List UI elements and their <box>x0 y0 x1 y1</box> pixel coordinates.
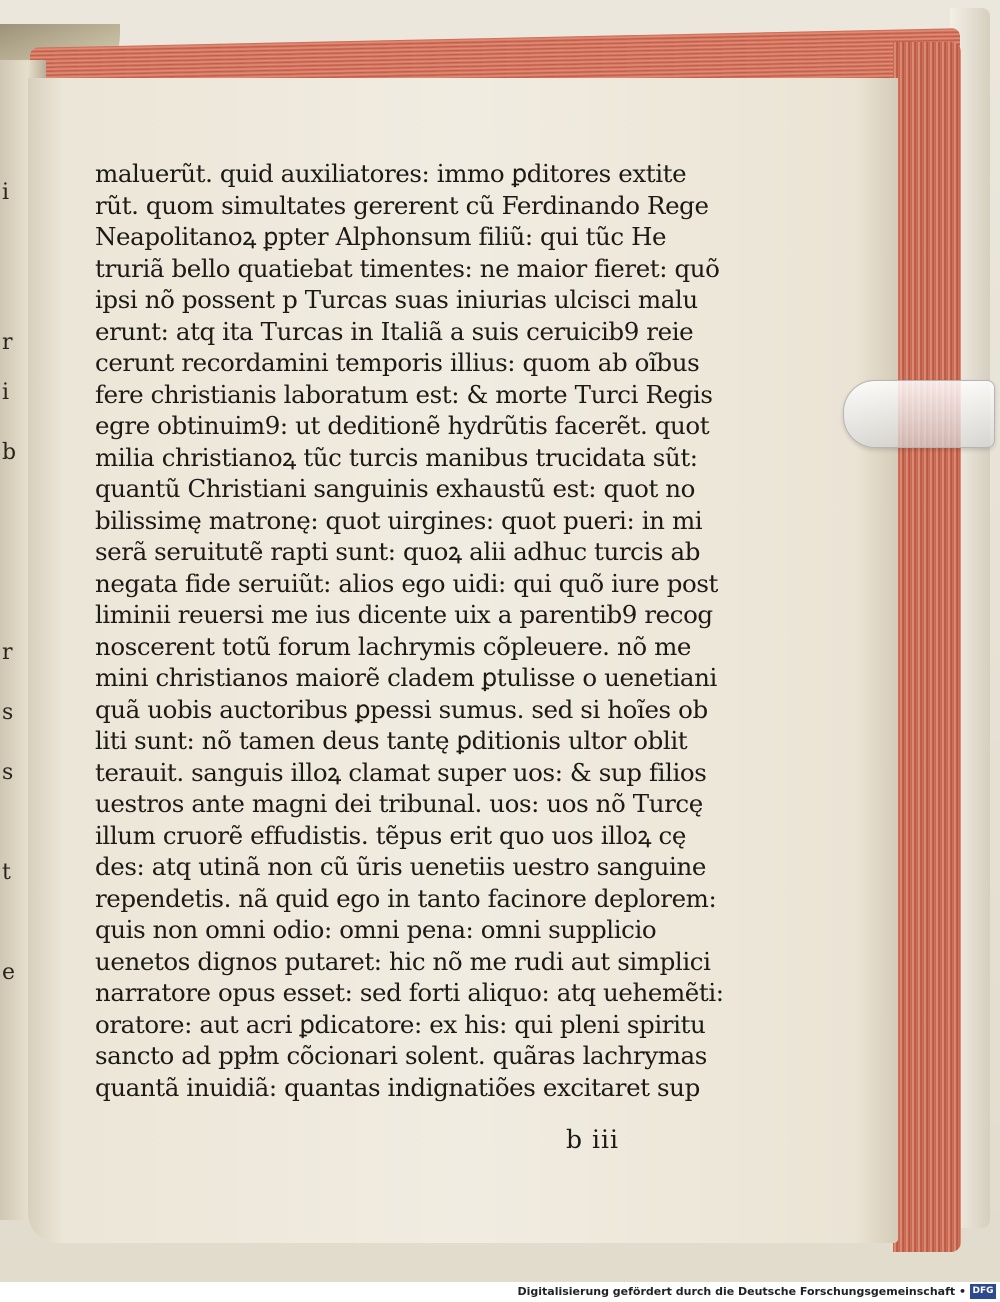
text-line: maluerũt. quid auxiliatores: immo ꝑditores extite <box>95 159 687 188</box>
text-line: truriã bello quatiebat timentes: ne maior fieret: quõ <box>95 253 720 283</box>
left-page-fragment: i r i b r s s t e <box>0 60 46 1220</box>
text-line: egre obtinuim9: ut deditionẽ hydrũtis facerẽt. quot <box>95 411 710 440</box>
text-line: erunt: atq ita Turcas in Italiã a suis ceruicib9 reie <box>95 316 694 346</box>
text-line: mini christianos maiorẽ cladem ꝑtulisse o uenetiani <box>95 663 717 692</box>
signature-mark: b iii <box>566 1125 619 1154</box>
footer-credit: Digitalisierung gefördert durch die Deutsche Forschungsgemeinschaft • <box>517 1285 966 1298</box>
text-line: liti sunt: nõ tamen deus tantę ꝑditionis ultor oblit <box>95 726 688 755</box>
text-line: quantũ Christiani sanguinis exhaustũ est: quot no <box>95 474 696 503</box>
page-edges-right <box>893 42 961 1252</box>
text-line: narratore opus esset: sed forti aliquo: atq uehemẽti: <box>95 978 724 1007</box>
page-text <box>95 158 724 1103</box>
text-line: uenetos dignos putaret: hic nõ me rudi aut simplici <box>95 946 711 976</box>
text-line: negata fide seruiũt: alios ego uidi: qui quõ iure post <box>95 568 718 598</box>
text-line: milia christianoꝝ tũc turcis manibus trucidata sũt: <box>95 442 698 472</box>
footer-bar <box>0 1282 1000 1302</box>
text-line: terauit. sanguis illoꝝ clamat super uos: & sup filios <box>95 757 707 787</box>
text-line: bilissimę matronę: quot uirgines: quot pueri: in mi <box>95 505 703 535</box>
text-line: Neapolitanoꝝ ꝑpter Alphonsum filiũ: qui tũc He <box>95 222 667 251</box>
text-line: fere christianis laboratum est: & morte Turci Regis <box>95 379 713 409</box>
text-line: liminii reuersi me ius dicente uix a parentib9 recog <box>95 600 713 629</box>
text-line: cerunt recordamini temporis illius: quom ab oĩbus <box>95 348 700 377</box>
text-line: oratore: aut acri ꝑdicatore: ex his: qui pleni spiritu <box>95 1009 706 1039</box>
dfg-logo-icon: DFG <box>970 1284 996 1299</box>
text-line: rũt. quom simultates gererent cũ Ferdinando Rege <box>95 190 709 220</box>
text-line: noscerent totũ forum lachrymis cõpleuere. nõ me <box>95 631 692 661</box>
text-line: uestros ante magni dei tribunal. uos: uos nõ Turcę <box>95 789 703 818</box>
text-line: sancto ad ppłm cõcionari solent. quãras lachrymas <box>95 1041 707 1070</box>
text-line: quis non omni odio: omni pena: omni supplicio <box>95 915 657 944</box>
text-line: serã seruitutẽ rapti sunt: quoꝝ alii adhuc turcis ab <box>95 537 700 566</box>
page-clip <box>843 380 995 448</box>
text-line: quã uobis auctoribus ꝑpessi sumus. sed si hoĩes ob <box>95 694 708 724</box>
text-line: ipsi nõ possent p Turcas suas iniurias ulcisci malu <box>95 285 698 314</box>
text-line: des: atq utinã non cũ ũris uenetiis uestro sanguine <box>95 852 706 881</box>
text-line: illum cruorẽ effudistis. tẽpus erit quo uos illoꝝ cę <box>95 820 686 850</box>
text-line: quantã inuidiã: quantas indignatiões excitaret sup <box>95 1072 700 1102</box>
text-line: rependetis. nã quid ego in tanto facinore deplorem: <box>95 883 717 913</box>
